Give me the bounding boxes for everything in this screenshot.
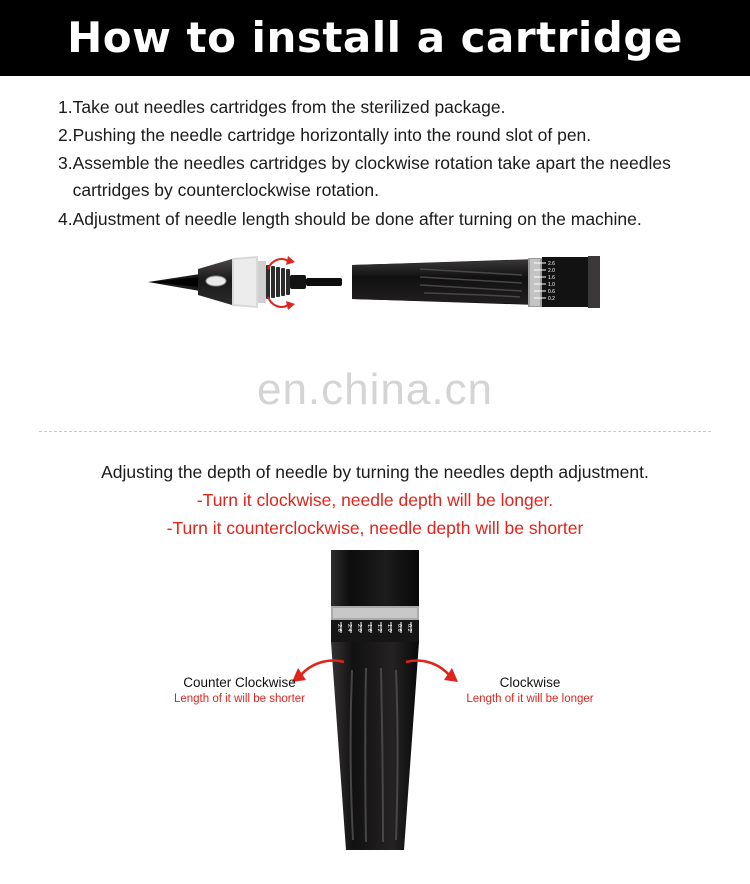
pen-upper-barrel xyxy=(331,550,419,606)
scale-label: 1.6 xyxy=(366,623,372,632)
step-number: 2. xyxy=(58,125,73,146)
step-text: Pushing the needle cartridge horizontally into the round slot of pen. xyxy=(72,125,592,146)
page-title: How to install a cartridge xyxy=(67,13,683,62)
vertical-pen-diagram xyxy=(0,550,750,850)
scale-label: 0.2 xyxy=(406,623,412,632)
list-item xyxy=(58,122,710,149)
depth-scale-vertical xyxy=(331,620,419,642)
scale-label: 1.0 xyxy=(386,623,392,632)
figure-cartridge-install xyxy=(0,247,750,427)
instruction-list xyxy=(0,76,750,233)
step-text: Assemble the needles cartridges by clockwise rotation take apart the needles cartridges by counterclockwise rotation. xyxy=(72,153,671,201)
needle-tip-icon xyxy=(148,274,200,291)
pen-lower-barrel xyxy=(331,642,419,850)
pen-body xyxy=(352,256,600,308)
cartridge-pen-diagram xyxy=(0,247,750,427)
step-text: Take out needles cartridges from the sterilized package. xyxy=(72,97,506,117)
depth-instruction-main: Adjusting the depth of needle by turning the needles depth adjustment. xyxy=(101,461,649,482)
depth-instruction-counterclockwise: -Turn it counterclockwise, needle depth will be shorter xyxy=(166,517,584,538)
scale-label: 2.6 xyxy=(336,623,342,632)
list-item xyxy=(58,150,710,204)
step-text: Adjustment of needle length should be done after turning on the machine. xyxy=(72,208,642,229)
label-clockwise xyxy=(445,674,615,708)
adjustment-ring-highlight xyxy=(333,608,417,618)
figure-depth-adjustment xyxy=(0,550,750,850)
label-counter-clockwise-title: Counter Clockwise xyxy=(183,674,296,690)
label-clockwise-title: Clockwise xyxy=(499,674,561,690)
scale-label: 0.6 xyxy=(548,288,555,295)
scale-label: 2.4 xyxy=(346,623,352,632)
watermark-text: en.china.cn xyxy=(256,364,494,414)
label-clockwise-sub: Length of it will be longer xyxy=(466,692,594,705)
scale-label: 1.2 xyxy=(376,623,382,632)
depth-instructions xyxy=(0,432,750,542)
scale-label: 2.0 xyxy=(548,267,555,274)
label-counter-clockwise xyxy=(152,674,327,708)
list-item xyxy=(58,206,710,233)
scale-label: 1.0 xyxy=(548,281,555,288)
scale-label: 2.0 xyxy=(356,623,362,632)
scale-label: 0.6 xyxy=(396,623,402,632)
scale-label: 2.6 xyxy=(548,260,555,267)
depth-instruction-clockwise: -Turn it clockwise, needle depth will be longer. xyxy=(196,489,554,510)
list-item xyxy=(58,94,710,121)
step-number: 1. xyxy=(58,97,73,117)
step-number: 3. xyxy=(58,153,73,174)
page-header xyxy=(0,0,750,76)
label-counter-clockwise-sub: Length of it will be shorter xyxy=(173,692,306,705)
step-number: 4. xyxy=(58,208,73,229)
scale-label: 1.6 xyxy=(548,274,555,281)
scale-label: 0.2 xyxy=(548,295,555,302)
